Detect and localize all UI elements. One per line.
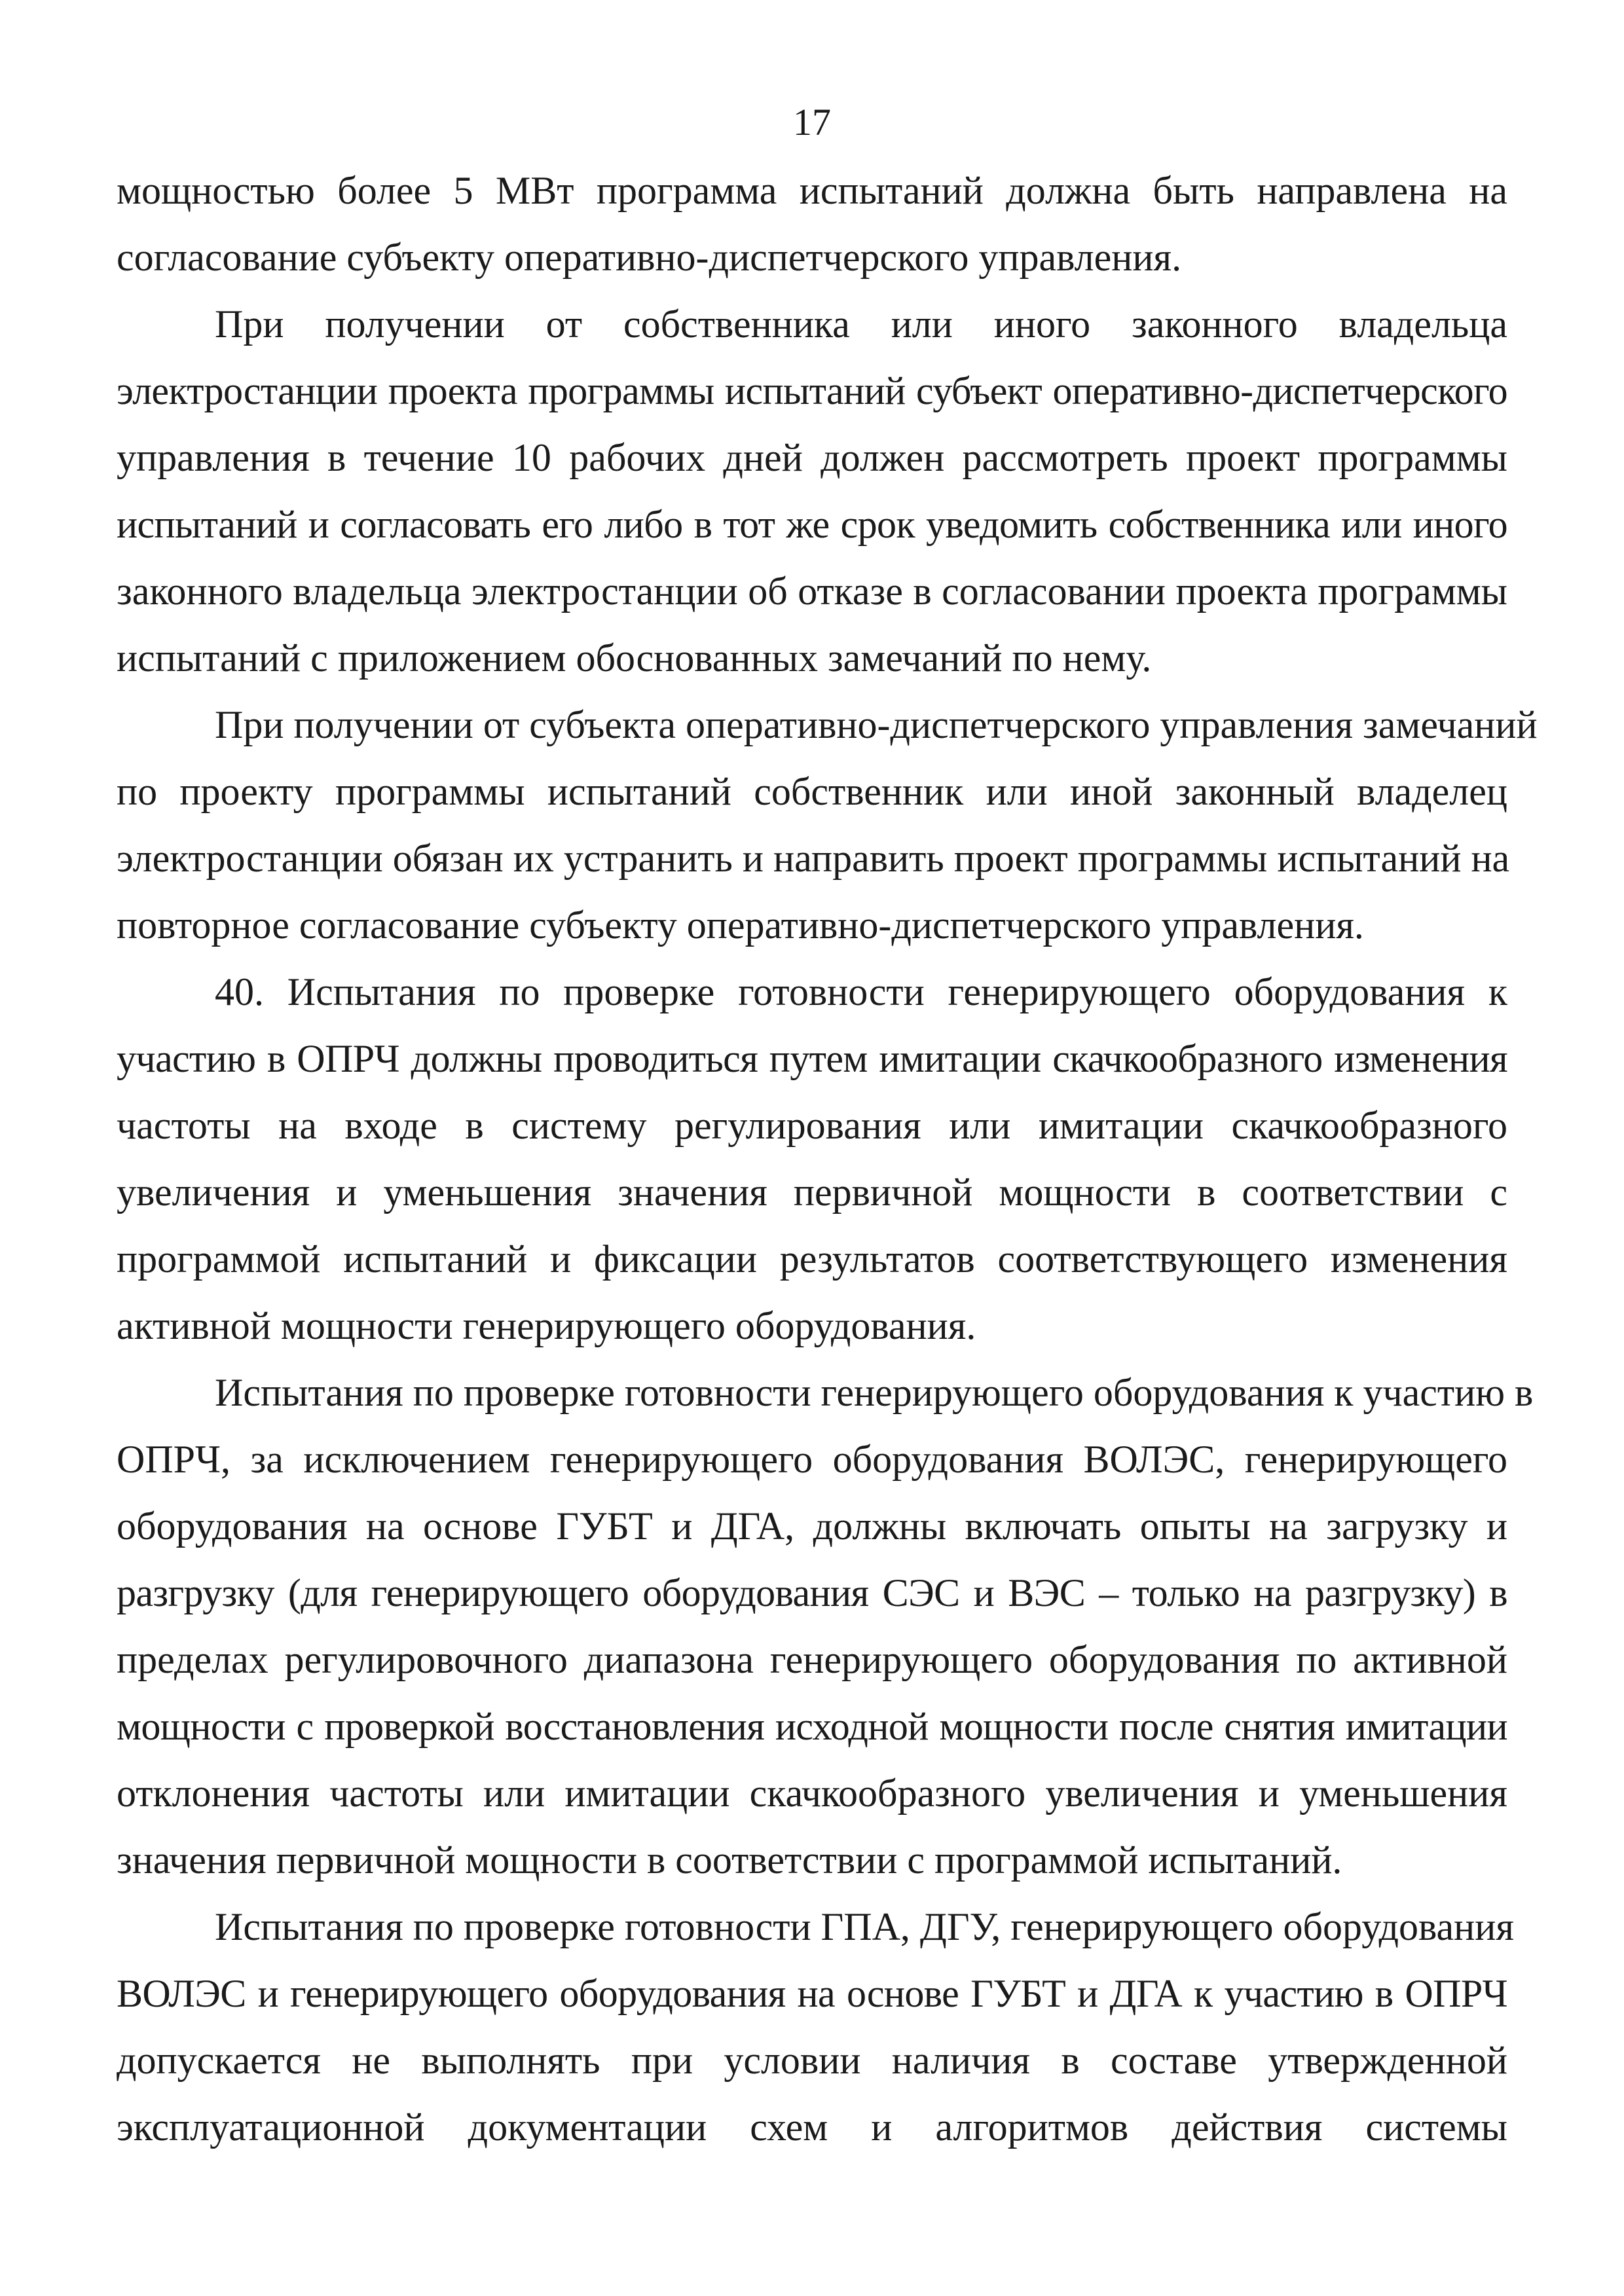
text-line: ОПРЧ, за исключением генерирующего оборудования ВОЛЭС, генерирующего [117, 1438, 1507, 1481]
text-line: мощности с проверкой восстановления исходной мощности после снятия имитации [117, 1705, 1507, 1748]
body-text [117, 157, 1538, 2160]
text-line: испытаний с приложением обоснованных замечаний по нему. [117, 636, 1152, 680]
text-line: допускается не выполнять при условии наличия в составе утвержденной [117, 2039, 1507, 2082]
text-line: управления в течение 10 рабочих дней должен рассмотреть проект программы [117, 436, 1507, 479]
text-line: разгрузку (для генерирующего оборудования СЭС и ВЭС – только на разгрузку) в [117, 1571, 1507, 1614]
paragraph-first-line: Испытания по проверке готовности генерирующего оборудования к участию в [215, 1371, 1534, 1414]
paragraph-first-line: При получении от собственника или иного законного владельца [215, 302, 1507, 346]
text-line: участию в ОПРЧ должны проводиться путем имитации скачкообразного изменения [117, 1037, 1507, 1080]
text-line: увеличения и уменьшения значения первичной мощности в соответствии с [117, 1171, 1507, 1214]
text-line: законного владельца электростанции об отказе в согласовании проекта программы [117, 570, 1507, 613]
text-line: согласование субъекту оперативно-диспетчерского управления. [117, 236, 1182, 279]
text-line: значения первичной мощности в соответствии с программой испытаний. [117, 1838, 1342, 1882]
text-line: по проекту программы испытаний собственник или иной законный владелец [117, 770, 1507, 813]
text-line: испытаний и согласовать его либо в тот же срок уведомить собственника или иного [117, 503, 1507, 546]
text-line: отклонения частоты или имитации скачкообразного увеличения и уменьшения [117, 1772, 1507, 1815]
text-line: активной мощности генерирующего оборудования. [117, 1304, 976, 1347]
text-line: программой испытаний и фиксации результатов соответствующего изменения [117, 1237, 1507, 1281]
paragraph-first-line: Испытания по проверке готовности ГПА, ДГУ, генерирующего оборудования [215, 1905, 1514, 1948]
text-line: оборудования на основе ГУБТ и ДГА, должны включать опыты на загрузку и [117, 1504, 1507, 1548]
paragraph-first-line: При получении от субъекта оперативно-диспетчерского управления замечаний [215, 703, 1538, 746]
text-line: ВОЛЭС и генерирующего оборудования на основе ГУБТ и ДГА к участию в ОПРЧ [117, 1972, 1507, 2015]
text-line: электростанции обязан их устранить и направить проект программы испытаний на [117, 837, 1510, 880]
text-line: повторное согласование субъекту оперативно-диспетчерского управления. [117, 903, 1364, 947]
paragraph-first-line: 40. Испытания по проверке готовности генерирующего оборудования к [215, 970, 1507, 1013]
text-line: пределах регулировочного диапазона генерирующего оборудования по активной [117, 1638, 1507, 1681]
text-line: частоты на входе в систему регулирования или имитации скачкообразного [117, 1104, 1507, 1147]
text-line: мощностью более 5 МВт программа испытаний должна быть направлена на [117, 169, 1507, 212]
text-line: электростанции проекта программы испытаний субъект оперативно-диспетчерского [117, 369, 1507, 412]
page-number: 17 [793, 101, 831, 143]
text-line: эксплуатационной документации схем и алгоритмов действия системы [117, 2105, 1507, 2149]
